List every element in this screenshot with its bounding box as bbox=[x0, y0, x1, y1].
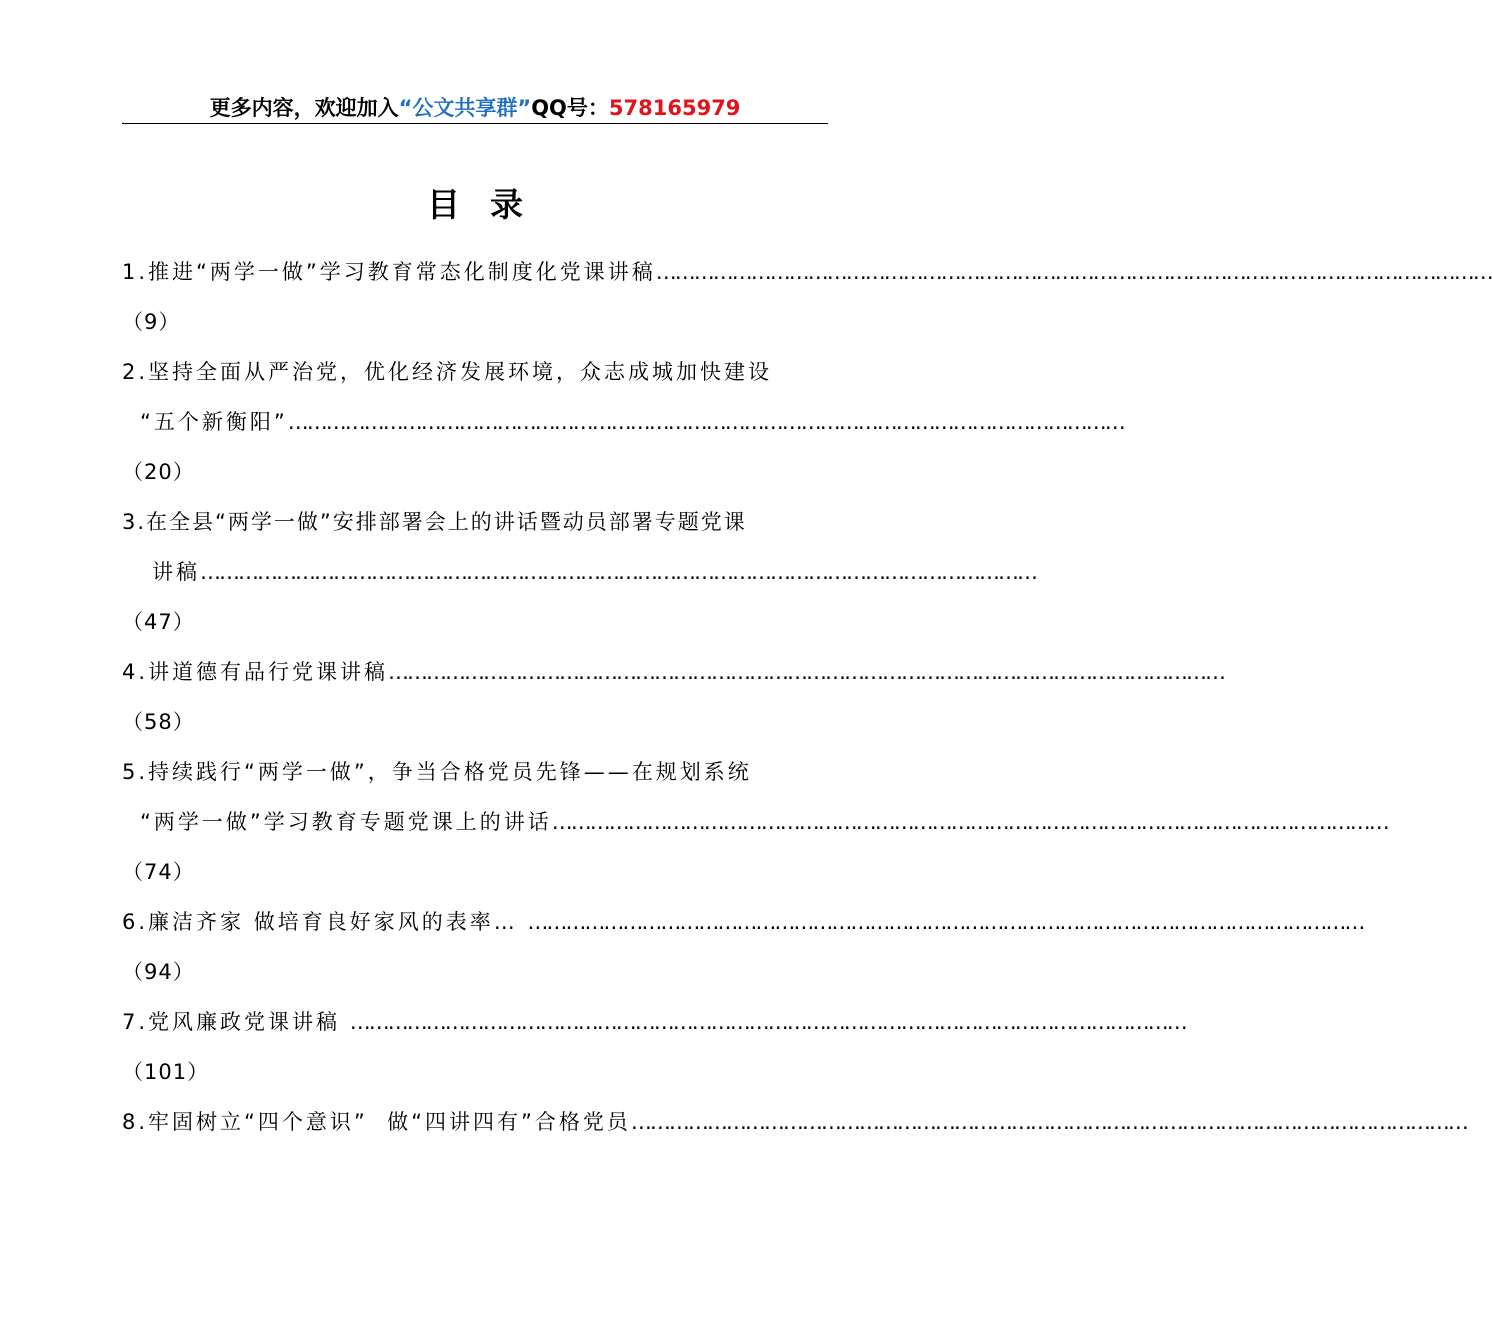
toc-entry-5-title-cont: “两学一做”学习教育专题党课上的讲话 bbox=[140, 810, 552, 834]
toc-entry-6-title: 6.廉洁齐家 做培育良好家风的表率… bbox=[122, 910, 528, 934]
header-divider bbox=[122, 123, 828, 124]
toc-entry-8[interactable] bbox=[122, 1097, 1467, 1147]
toc-entry-6-page: （94） bbox=[122, 960, 195, 984]
toc-entry-4-leader: …………………………………………………………………………………………………………………… bbox=[388, 660, 1225, 684]
toc-entry-5-page: （74） bbox=[122, 860, 195, 884]
toc-entry-1-leader: …………………………………………………………………………………………………………………… bbox=[655, 260, 1492, 284]
toc-entry-3[interactable] bbox=[122, 497, 828, 547]
toc-entry-5-title: 5.持续践行“两学一做”，争当合格党员先锋——在规划系统 bbox=[122, 760, 752, 784]
toc-entry-6-leader: …………………………………………………………………………………………………………………… bbox=[527, 910, 1364, 934]
toc-entry-4[interactable] bbox=[122, 647, 1225, 697]
header-tick-mark: ` bbox=[122, 121, 128, 134]
toc-entry-7[interactable] bbox=[122, 997, 1186, 1047]
toc-entry-2-leader: …………………………………………………………………………………………………………………… bbox=[287, 410, 1124, 434]
toc-title: 目录 bbox=[427, 185, 553, 224]
page-header bbox=[122, 92, 828, 124]
toc-entry-3-leader: …………………………………………………………………………………………………………………… bbox=[200, 560, 1036, 584]
toc-entry-5-leader: …………………………………………………………………………………………………………………… bbox=[551, 810, 1388, 834]
toc-entry-5-cont bbox=[140, 797, 1388, 847]
header-qq-number: 578165979 bbox=[608, 96, 741, 120]
header-group-name: “公文共享群” bbox=[398, 96, 532, 120]
toc-entry-3-title: 3.在全县“两学一做”安排部署会上的讲话暨动员部署专题党课 bbox=[122, 510, 747, 534]
toc-entry-1-page: （9） bbox=[122, 310, 181, 334]
toc-entry-3-title-cont: 讲稿 bbox=[152, 560, 200, 584]
toc-entry-6[interactable] bbox=[122, 897, 1364, 947]
toc-entry-7-page: （101） bbox=[122, 1060, 210, 1084]
toc-entry-2-cont bbox=[140, 397, 1124, 447]
toc-entry-8-title: 8.牢固树立“四个意识” 做“四讲四有”合格党员 bbox=[122, 1110, 631, 1134]
toc-entry-2-page: （20） bbox=[122, 460, 195, 484]
toc-entry-7-leader: …………………………………………………………………………………………………………………… bbox=[349, 1010, 1186, 1034]
toc-entry-2[interactable] bbox=[122, 347, 828, 397]
toc-entry-2-title-cont: “五个新衡阳” bbox=[140, 410, 288, 434]
toc-entry-8-leader: …………………………………………………………………………………………………………………… bbox=[630, 1110, 1467, 1134]
toc-entry-5[interactable] bbox=[122, 747, 828, 797]
toc-entry-1[interactable] bbox=[122, 247, 1492, 297]
toc-entry-2-title: 2.坚持全面从严治党，优化经济发展环境，众志成城加快建设 bbox=[122, 360, 773, 384]
header-qq-label: QQ号： bbox=[531, 96, 609, 120]
toc-entry-3-cont bbox=[152, 547, 1036, 597]
toc-entry-4-page: （58） bbox=[122, 710, 195, 734]
toc-entry-7-title: 7.党风廉政党课讲稿 bbox=[122, 1010, 350, 1034]
toc-entry-1-title: 1.推进“两学一做”学习教育常态化制度化党课讲稿 bbox=[122, 260, 656, 284]
toc-entry-3-page: （47） bbox=[122, 610, 195, 634]
toc-entry-4-title: 4.讲道德有品行党课讲稿 bbox=[122, 660, 389, 684]
header-prefix: 更多内容，欢迎加入 bbox=[209, 96, 399, 120]
